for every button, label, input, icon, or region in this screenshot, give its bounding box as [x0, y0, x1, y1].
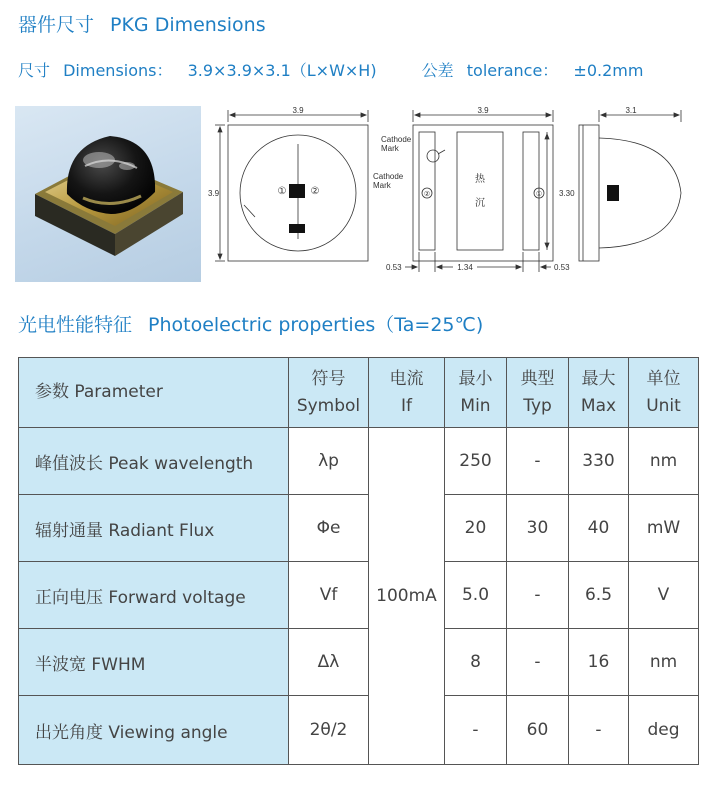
photoelectric-table	[18, 357, 699, 765]
table-row	[19, 562, 699, 629]
cathode-mark-2-line1: Cathode	[373, 172, 404, 181]
top-width-label: 3.9	[292, 106, 304, 115]
table-header-row	[19, 358, 699, 428]
side-chip	[607, 185, 619, 201]
side-height-label: 3.1	[625, 106, 637, 115]
top-pin1: ①	[277, 186, 287, 197]
dims-label-cn: 尺寸	[18, 61, 51, 80]
header-current: 电流 If	[369, 358, 445, 428]
row-param: 峰值波长 Peak wavelength	[19, 428, 289, 495]
row-max: 330	[569, 428, 629, 495]
row-param: 正向电压 Forward voltage	[19, 562, 289, 629]
tolerance-value: ±0.2mm	[573, 61, 644, 80]
row-min: 250	[445, 428, 507, 495]
cathode-mark-1-line2: Mark	[381, 144, 399, 153]
heat-sink-label-1: 热	[475, 174, 485, 185]
header-symbol: 符号 Symbol	[289, 358, 369, 428]
row-typ: -	[507, 562, 569, 629]
test-current-cell: 100mA	[369, 428, 445, 765]
row-typ: 30	[507, 495, 569, 562]
dims-label-en: Dimensions：	[63, 61, 173, 80]
row-min: 8	[445, 629, 507, 696]
row-unit: mW	[629, 495, 699, 562]
cathode-mark-2-line2: Mark	[373, 181, 391, 190]
row-param: 半波宽 FWHM	[19, 629, 289, 696]
header-typ: 典型 Typ	[507, 358, 569, 428]
table-row	[19, 495, 699, 562]
led-product-photo	[15, 106, 201, 282]
row-param: 辐射通量 Radiant Flux	[19, 495, 289, 562]
top-pin2: ②	[310, 186, 320, 197]
tolerance-label-en: tolerance：	[466, 61, 559, 80]
top-height-label: 3.9	[208, 189, 220, 198]
row-max: 16	[569, 629, 629, 696]
row-typ: -	[507, 629, 569, 696]
margin-right-label: 0.53	[554, 263, 570, 272]
margin-left-label: 0.53	[386, 263, 402, 272]
row-unit: deg	[629, 696, 699, 765]
row-min: 20	[445, 495, 507, 562]
center-width-label: 1.34	[457, 263, 473, 272]
row-typ: -	[507, 428, 569, 495]
row-unit: nm	[629, 428, 699, 495]
pkg-section-title	[18, 10, 266, 37]
row-max: 40	[569, 495, 629, 562]
table-row	[19, 696, 699, 765]
top-zener	[289, 224, 305, 233]
package-dimension-drawing	[205, 100, 705, 284]
table-row	[19, 428, 699, 495]
tolerance-label-cn: 公差	[421, 61, 454, 80]
header-parameter: 参数 Parameter	[19, 358, 289, 428]
row-max: 6.5	[569, 562, 629, 629]
bottom-width-label: 3.9	[477, 106, 489, 115]
header-min: 最小 Min	[445, 358, 507, 428]
pad-height-label: 3.30	[559, 189, 575, 198]
dims-value: 3.9×3.9×3.1（L×W×H)	[187, 61, 377, 80]
photo-title-en: Photoelectric properties（Ta=25℃)	[148, 314, 484, 336]
cathode-mark-1-line1: Cathode	[381, 135, 412, 144]
bottom-pin2: ②	[423, 191, 431, 198]
table-row	[19, 629, 699, 696]
row-symbol: 2θ/2	[289, 696, 369, 765]
header-unit: 单位 Unit	[629, 358, 699, 428]
row-unit: V	[629, 562, 699, 629]
row-symbol: Vf	[289, 562, 369, 629]
heat-sink-label-2: 沉	[475, 198, 485, 209]
row-unit: nm	[629, 629, 699, 696]
pkg-title-cn: 器件尺寸	[18, 14, 95, 36]
row-symbol: Δλ	[289, 629, 369, 696]
side-view	[579, 110, 681, 261]
row-symbol: λp	[289, 428, 369, 495]
row-symbol: Φe	[289, 495, 369, 562]
row-typ: 60	[507, 696, 569, 765]
photoelectric-section-title	[18, 310, 483, 337]
header-max: 最大 Max	[569, 358, 629, 428]
dimensions-line	[18, 58, 643, 81]
row-min: 5.0	[445, 562, 507, 629]
pkg-title-en: PKG Dimensions	[110, 14, 266, 36]
bottom-pin1: ①	[535, 191, 543, 198]
row-param: 出光角度 Viewing angle	[19, 696, 289, 765]
photo-title-cn: 光电性能特征	[18, 314, 133, 336]
row-max: -	[569, 696, 629, 765]
top-chip	[289, 184, 305, 198]
row-min: -	[445, 696, 507, 765]
